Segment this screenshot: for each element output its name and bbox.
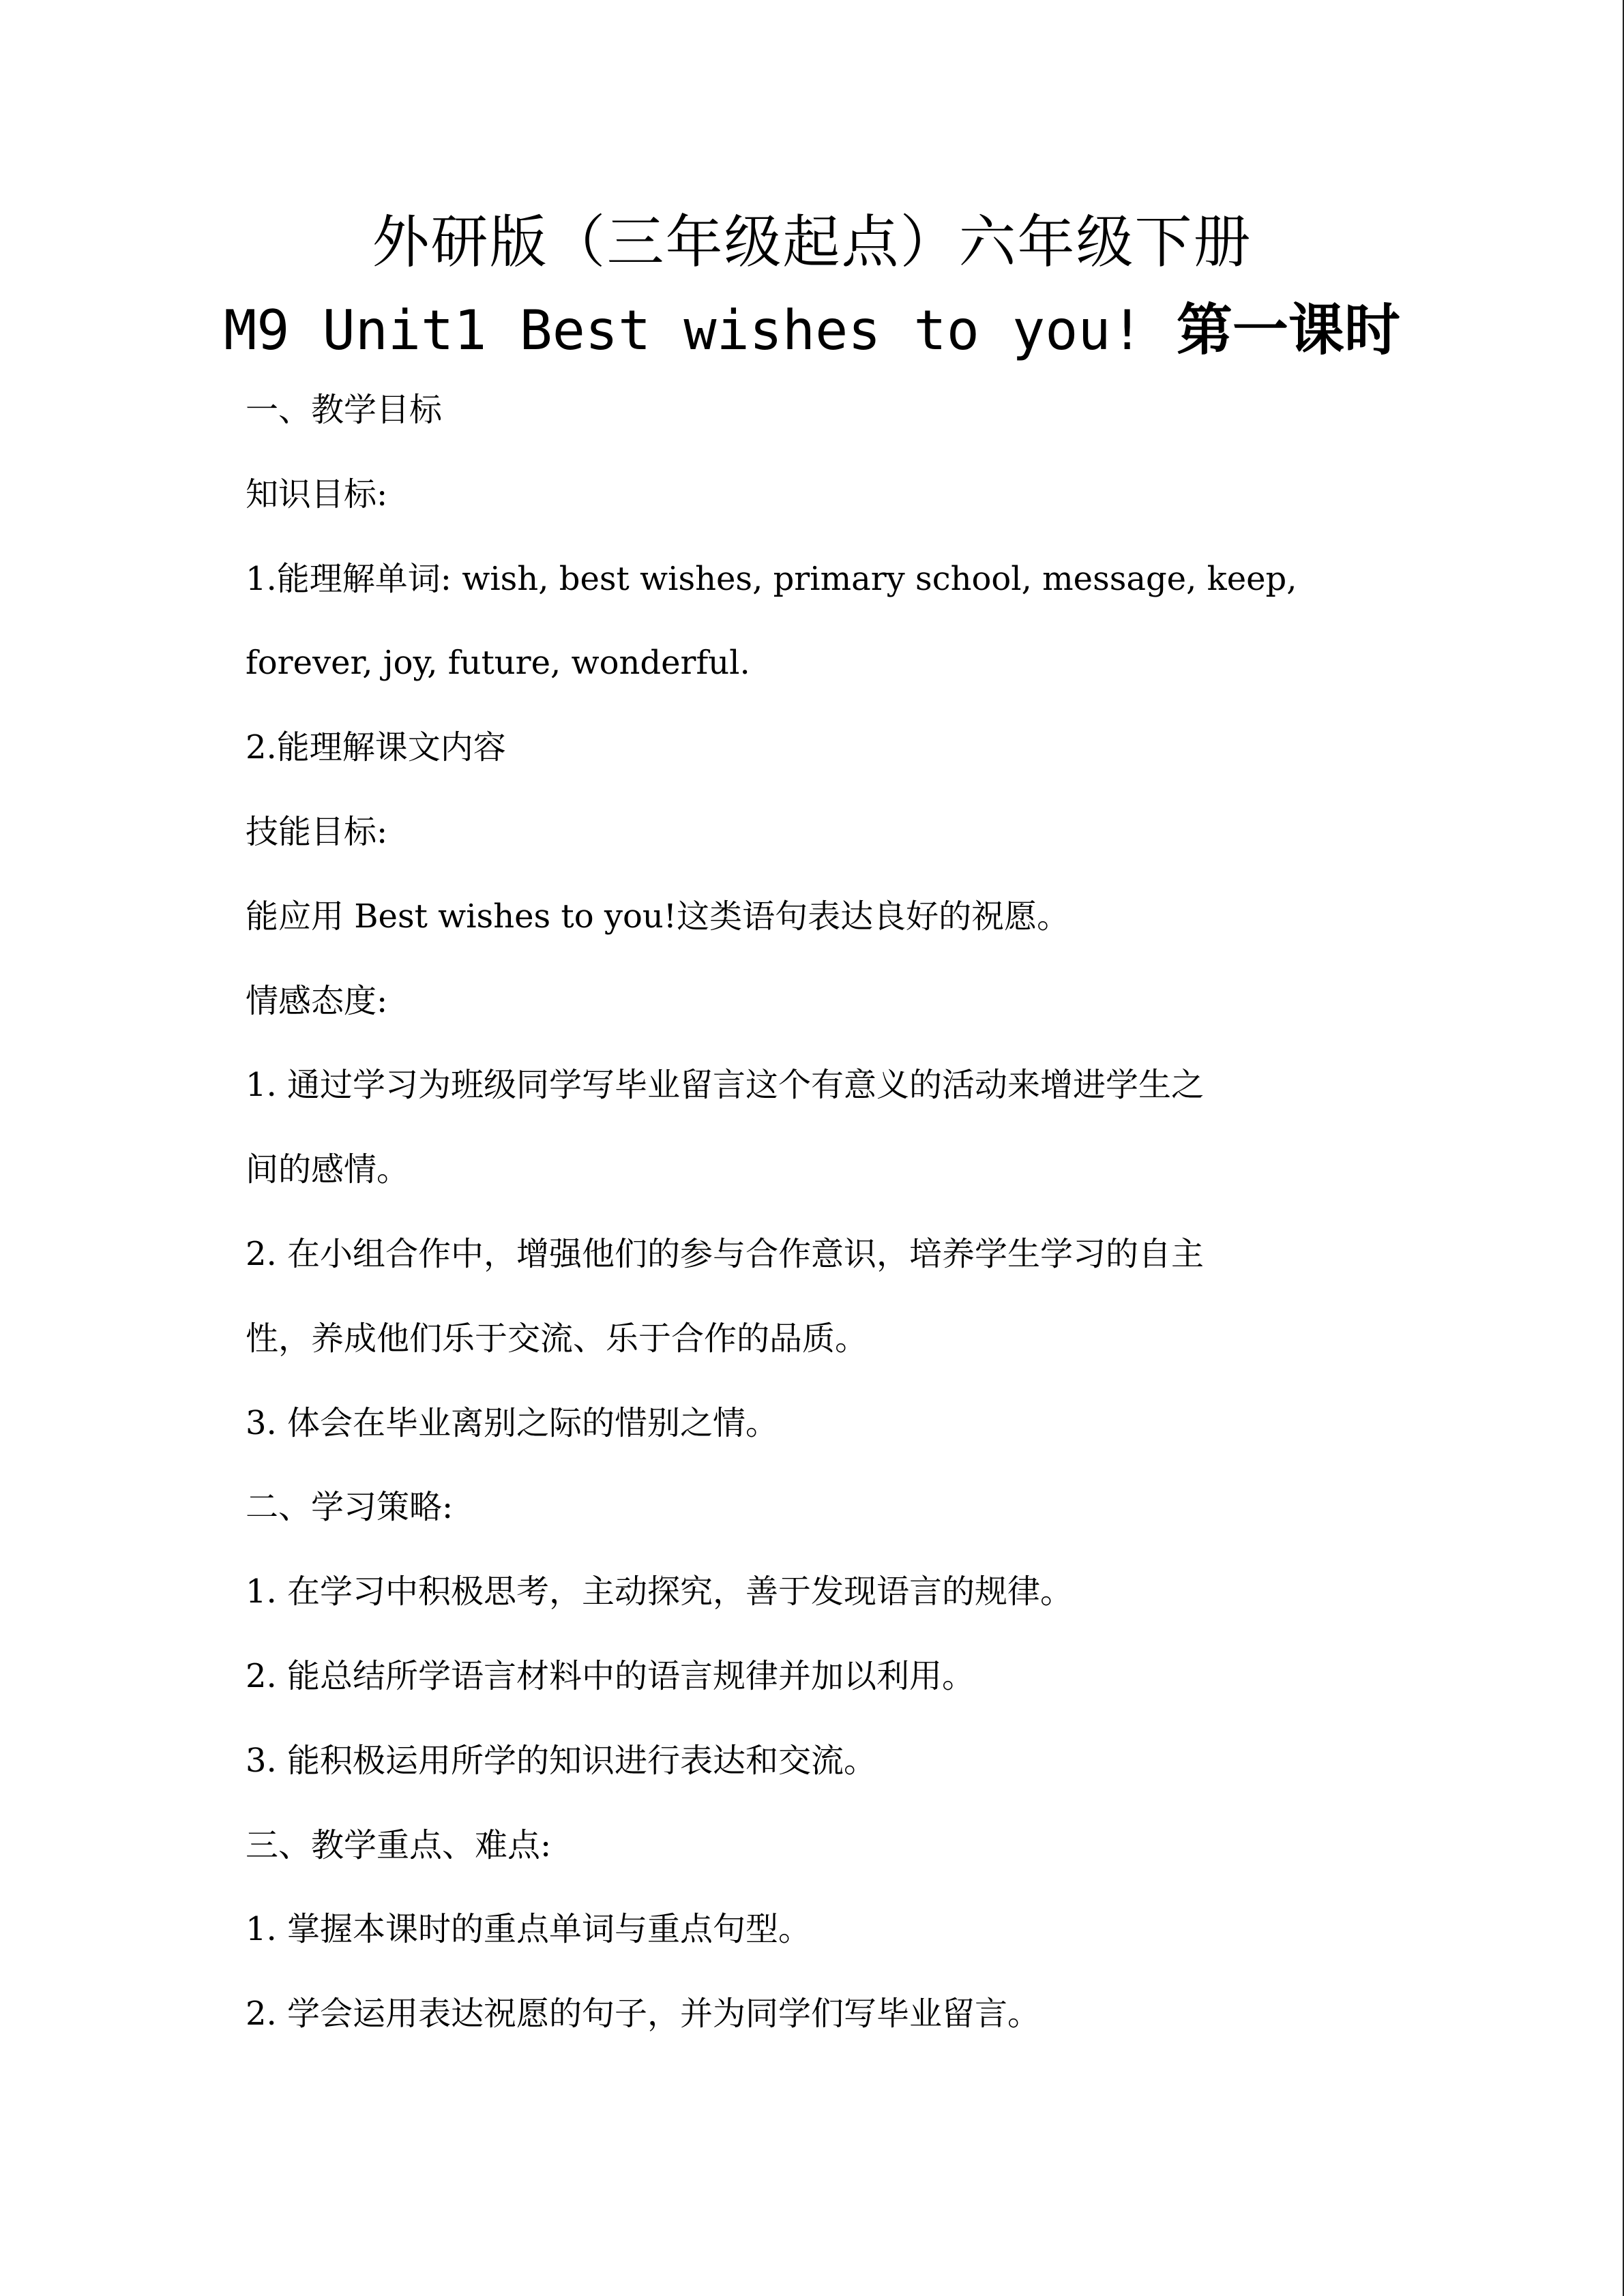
key-point-item-1: 1. 掌握本课时的重点单词与重点句型。: [246, 1910, 812, 1949]
knowledge-item-1: 1.能理解单词: wish, best wishes, primary school, message, keep,: [246, 559, 1297, 598]
strategy-item-1: 1. 在学习中积极思考，主动探究，善于发现语言的规律。: [246, 1572, 1074, 1611]
section-heading-key-points: 三、教学重点、难点:: [246, 1825, 552, 1864]
section-heading-learning-strategies: 二、学习策略:: [246, 1488, 454, 1527]
attitude-item-2: 2. 在小组合作中，增强他们的参与合作意识，培养学生学习的自主: [246, 1234, 1205, 1273]
subheading-knowledge-goals: 知识目标:: [246, 475, 388, 513]
document-title: [0, 198, 1624, 375]
key-point-item-2: 2. 学会运用表达祝愿的句子，并为同学们写毕业留言。: [246, 1995, 1041, 2033]
knowledge-item-2: 2.能理解课文内容: [246, 728, 506, 767]
subheading-attitude-goals: 情感态度:: [246, 981, 388, 1020]
strategy-item-3: 3. 能积极运用所学的知识进行表达和交流。: [246, 1741, 877, 1780]
attitude-item-1-continued: 间的感情。: [246, 1150, 410, 1189]
attitude-item-2-continued: 性，养成他们乐于交流、乐于合作的品质。: [246, 1319, 868, 1358]
title-line-2-english: M9 Unit1 Best wishes to you!: [224, 299, 1177, 362]
subheading-skill-goals: 技能目标:: [246, 812, 388, 851]
title-line-2: [0, 286, 1624, 375]
title-line-2-chinese: 第一课时: [1176, 298, 1400, 363]
document-body: [246, 368, 1378, 2057]
title-line-1: 外研版（三年级起点）六年级下册: [372, 209, 1252, 275]
skill-item: 能应用 Best wishes to you!这类语句表达良好的祝愿。: [246, 897, 1070, 936]
section-heading-teaching-goals: 一、教学目标: [246, 391, 443, 429]
attitude-item-3: 3. 体会在毕业离别之际的惜别之情。: [246, 1403, 779, 1442]
knowledge-item-1-continued: forever, joy, future, wonderful.: [246, 644, 750, 683]
attitude-item-1: 1. 通过学习为班级同学写毕业留言这个有意义的活动来增进学生之: [246, 1066, 1205, 1105]
strategy-item-2: 2. 能总结所学语言材料中的语言规律并加以利用。: [246, 1656, 975, 1695]
